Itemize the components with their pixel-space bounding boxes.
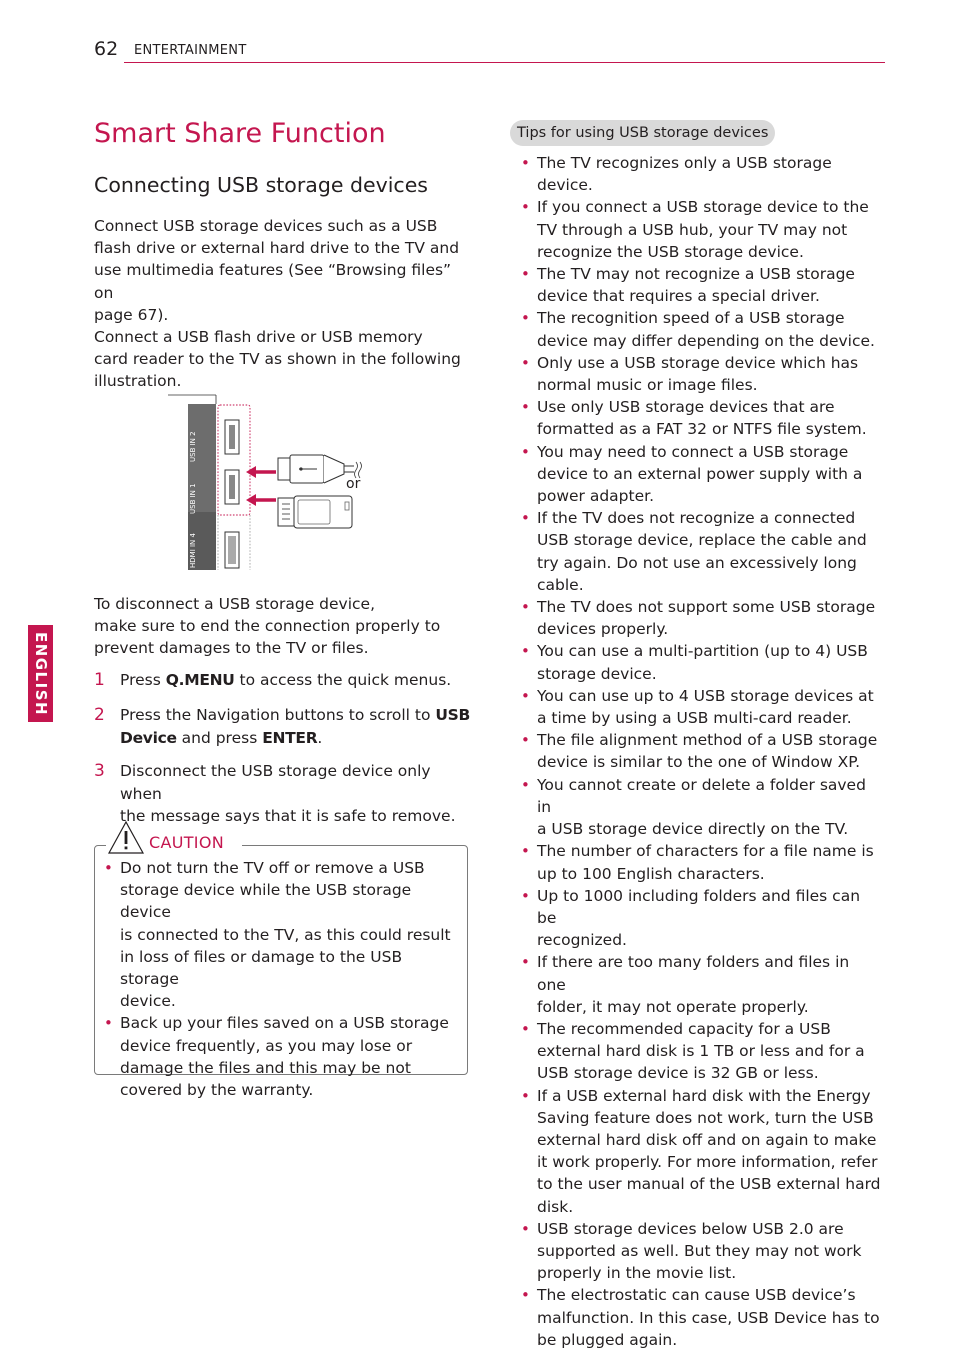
tip-item <box>521 840 881 884</box>
tip-line: be plugged again. <box>537 1330 678 1349</box>
intro-line: use multimedia features (See “Browsing files” on <box>94 261 452 302</box>
tip-line: Use only USB storage devices that are <box>537 398 835 417</box>
tip-line: You can use a multi-partition (up to 4) USB <box>537 642 868 661</box>
tip-line: device may differ depending on the device. <box>537 331 875 350</box>
tip-line: normal music or image files. <box>537 376 758 395</box>
language-tab <box>28 625 53 722</box>
tip-line: The electrostatic can cause USB device’s <box>537 1286 856 1305</box>
bullet-icon: • <box>521 309 530 328</box>
tip-line: device that requires a special driver. <box>537 287 820 306</box>
tip-line: The TV does not support some USB storage <box>537 598 876 617</box>
tips-heading-badge: Tips for using USB storage devices <box>510 120 775 146</box>
tip-item <box>521 352 881 396</box>
tip-line: You may need to connect a USB storage <box>537 442 849 461</box>
page-number: 62 <box>94 38 119 60</box>
tip-item <box>521 885 881 952</box>
tip-line: If a USB external hard disk with the Energy <box>537 1086 871 1105</box>
tip-line: cable. <box>537 575 584 594</box>
list-item: • Back up your files saved on a USB storage device frequently, as you may lose or damage the files and this may be not covered by the warranty. <box>104 1014 449 1100</box>
tip-line: device to an external power supply with a <box>537 464 863 483</box>
tip-line: You can use up to 4 USB storage devices at <box>537 686 874 705</box>
bullet-icon: • <box>521 642 530 661</box>
tip-line: malfunction. In this case, USB Device has to <box>537 1308 880 1327</box>
bullet-icon: • <box>521 953 530 972</box>
tip-line: recognized. <box>537 931 627 950</box>
page-title: Smart Share Function <box>94 118 386 149</box>
bullet-icon: • <box>521 265 530 284</box>
bullet-icon: • <box>521 154 530 172</box>
bullet-icon: • <box>521 1019 530 1038</box>
intro-line: illustration. <box>94 372 182 391</box>
bullet-icon: • <box>521 398 530 417</box>
tip-line: device is similar to the one of Window XP. <box>537 753 861 772</box>
bullet-icon: • <box>521 442 530 461</box>
tip-line: devices properly. <box>537 620 669 639</box>
tip-line: try again. Do not use an excessively long <box>537 553 857 572</box>
step-text: Press the Navigation buttons to scroll to USB Device and press ENTER. <box>120 706 471 747</box>
bullet-icon: • <box>521 353 530 372</box>
tip-line: If you connect a USB storage device to the <box>537 198 869 217</box>
tip-item <box>521 507 881 596</box>
tip-item <box>521 596 881 640</box>
tip-line: device. <box>537 176 593 195</box>
intro-line: flash drive or external hard drive to the TV and <box>94 239 460 258</box>
tip-item <box>521 307 881 351</box>
bullet-icon: • <box>521 598 530 617</box>
tip-line: a USB storage device directly on the TV. <box>537 820 849 839</box>
tip-line: The TV recognizes only a USB storage <box>537 154 832 172</box>
tip-line: If there are too many folders and files in one <box>537 953 850 994</box>
bullet-icon: • <box>521 1086 530 1105</box>
step-text: Press Q.MENU to access the quick menus. <box>120 671 452 689</box>
section-subtitle: Connecting USB storage devices <box>94 173 428 197</box>
port-label-usb2: USB IN 2 <box>189 431 197 462</box>
tip-item <box>521 1018 881 1085</box>
step-number: 2 <box>94 705 105 725</box>
tip-line: up to 100 English characters. <box>537 864 765 883</box>
tip-line: The TV may not recognize a USB storage <box>537 265 855 284</box>
bullet-icon: • <box>521 842 530 861</box>
tip-item <box>521 1218 881 1285</box>
intro-line: Connect a USB flash drive or USB memory <box>94 328 423 347</box>
bullet-icon: • <box>521 509 530 528</box>
bullet-icon: • <box>521 1219 530 1238</box>
step-2 <box>94 704 474 749</box>
tip-line: Only use a USB storage device which has <box>537 353 859 372</box>
tip-line: TV through a USB hub, your TV may not <box>537 220 848 239</box>
tip-line: to the user manual of the USB external hard <box>537 1175 881 1194</box>
tips-list <box>521 152 881 1351</box>
tip-line: USB storage device is 32 GB or less. <box>537 1064 819 1083</box>
disconnect-line: To disconnect a USB storage device, <box>94 595 375 613</box>
language-tab-label: ENGLISH <box>31 631 50 716</box>
tip-line: If the TV does not recognize a connected <box>537 509 856 528</box>
step-number: 3 <box>94 761 105 781</box>
tip-line: folder, it may not operate properly. <box>537 997 809 1016</box>
warning-triangle-icon <box>106 818 146 858</box>
tip-line: it work properly. For more information, refer <box>537 1153 878 1172</box>
intro-line: card reader to the TV as shown in the following <box>94 350 461 369</box>
tip-item <box>521 152 881 196</box>
or-label: or <box>346 476 361 492</box>
tip-item <box>521 729 881 773</box>
tip-line: USB storage device, replace the cable and <box>537 531 867 550</box>
step-number: 1 <box>94 670 105 690</box>
intro-line: Connect USB storage devices such as a USB <box>94 217 438 235</box>
tip-line: properly in the movie list. <box>537 1264 737 1283</box>
tip-item <box>521 441 881 508</box>
bullet-icon: • <box>521 775 530 794</box>
step-3 <box>94 760 474 828</box>
tip-line: USB storage devices below USB 2.0 are <box>537 1219 844 1238</box>
tip-line: The recommended capacity for a USB <box>537 1019 831 1038</box>
bullet-icon: • <box>104 859 113 877</box>
list-item: • Do not turn the TV off or remove a USB storage device while the USB storage device is connected to the TV, as this could result in loss of files or damage to the USB storage device. <box>104 859 451 1011</box>
port-label-usb1: USB IN 1 <box>189 483 197 514</box>
caution-list <box>104 857 464 1101</box>
tip-line: You cannot create or delete a folder saved in <box>537 775 866 816</box>
bullet-icon: • <box>521 686 530 705</box>
tip-line: Up to 1000 including folders and files can be <box>537 886 861 927</box>
step-text: Disconnect the USB storage device only when the message says that it is safe to remove. <box>120 762 456 825</box>
bullet-icon: • <box>521 731 530 750</box>
intro-paragraph <box>94 215 474 393</box>
tip-line: supported as well. But they may not work <box>537 1241 862 1260</box>
tip-item <box>521 396 881 440</box>
tip-item <box>521 263 881 307</box>
tip-item <box>521 1085 881 1218</box>
tip-line: The number of characters for a file name is <box>537 842 874 861</box>
tip-line: Saving feature does not work, turn the USB <box>537 1108 874 1127</box>
port-label-hdmi4: HDMI IN 4 <box>189 533 197 568</box>
tip-item <box>521 774 881 841</box>
tip-line: external hard disk is 1 TB or less and for a <box>537 1042 865 1061</box>
tip-line: external hard disk off and on again to make <box>537 1130 877 1149</box>
tip-item <box>521 951 881 1018</box>
tip-line: a time by using a USB multi-card reader. <box>537 709 852 728</box>
tip-line: power adapter. <box>537 487 654 506</box>
disconnect-line: make sure to end the connection properly to <box>94 617 441 636</box>
bullet-icon: • <box>104 1014 113 1033</box>
caution-label: CAUTION <box>149 833 224 852</box>
tip-line: recognize the USB storage device. <box>537 242 804 261</box>
bullet-icon: • <box>521 1286 530 1305</box>
section-label: ENTERTAINMENT <box>134 43 247 58</box>
step-1 <box>94 669 474 692</box>
header-rule <box>124 62 885 63</box>
tip-item <box>521 640 881 684</box>
intro-line: page 67). <box>94 305 169 324</box>
bullet-icon: • <box>521 198 530 217</box>
disconnect-line: prevent damages to the TV or files. <box>94 639 369 658</box>
tip-line: disk. <box>537 1197 574 1216</box>
tip-item <box>521 1284 881 1351</box>
tip-line: storage device. <box>537 664 657 683</box>
tip-item <box>521 196 881 263</box>
tip-line: The recognition speed of a USB storage <box>537 309 845 328</box>
disconnect-paragraph <box>94 593 474 660</box>
tip-item <box>521 685 881 729</box>
tip-line: The file alignment method of a USB storage <box>537 731 878 750</box>
bullet-icon: • <box>521 886 530 905</box>
tip-line: formatted as a FAT 32 or NTFS file system. <box>537 420 867 439</box>
